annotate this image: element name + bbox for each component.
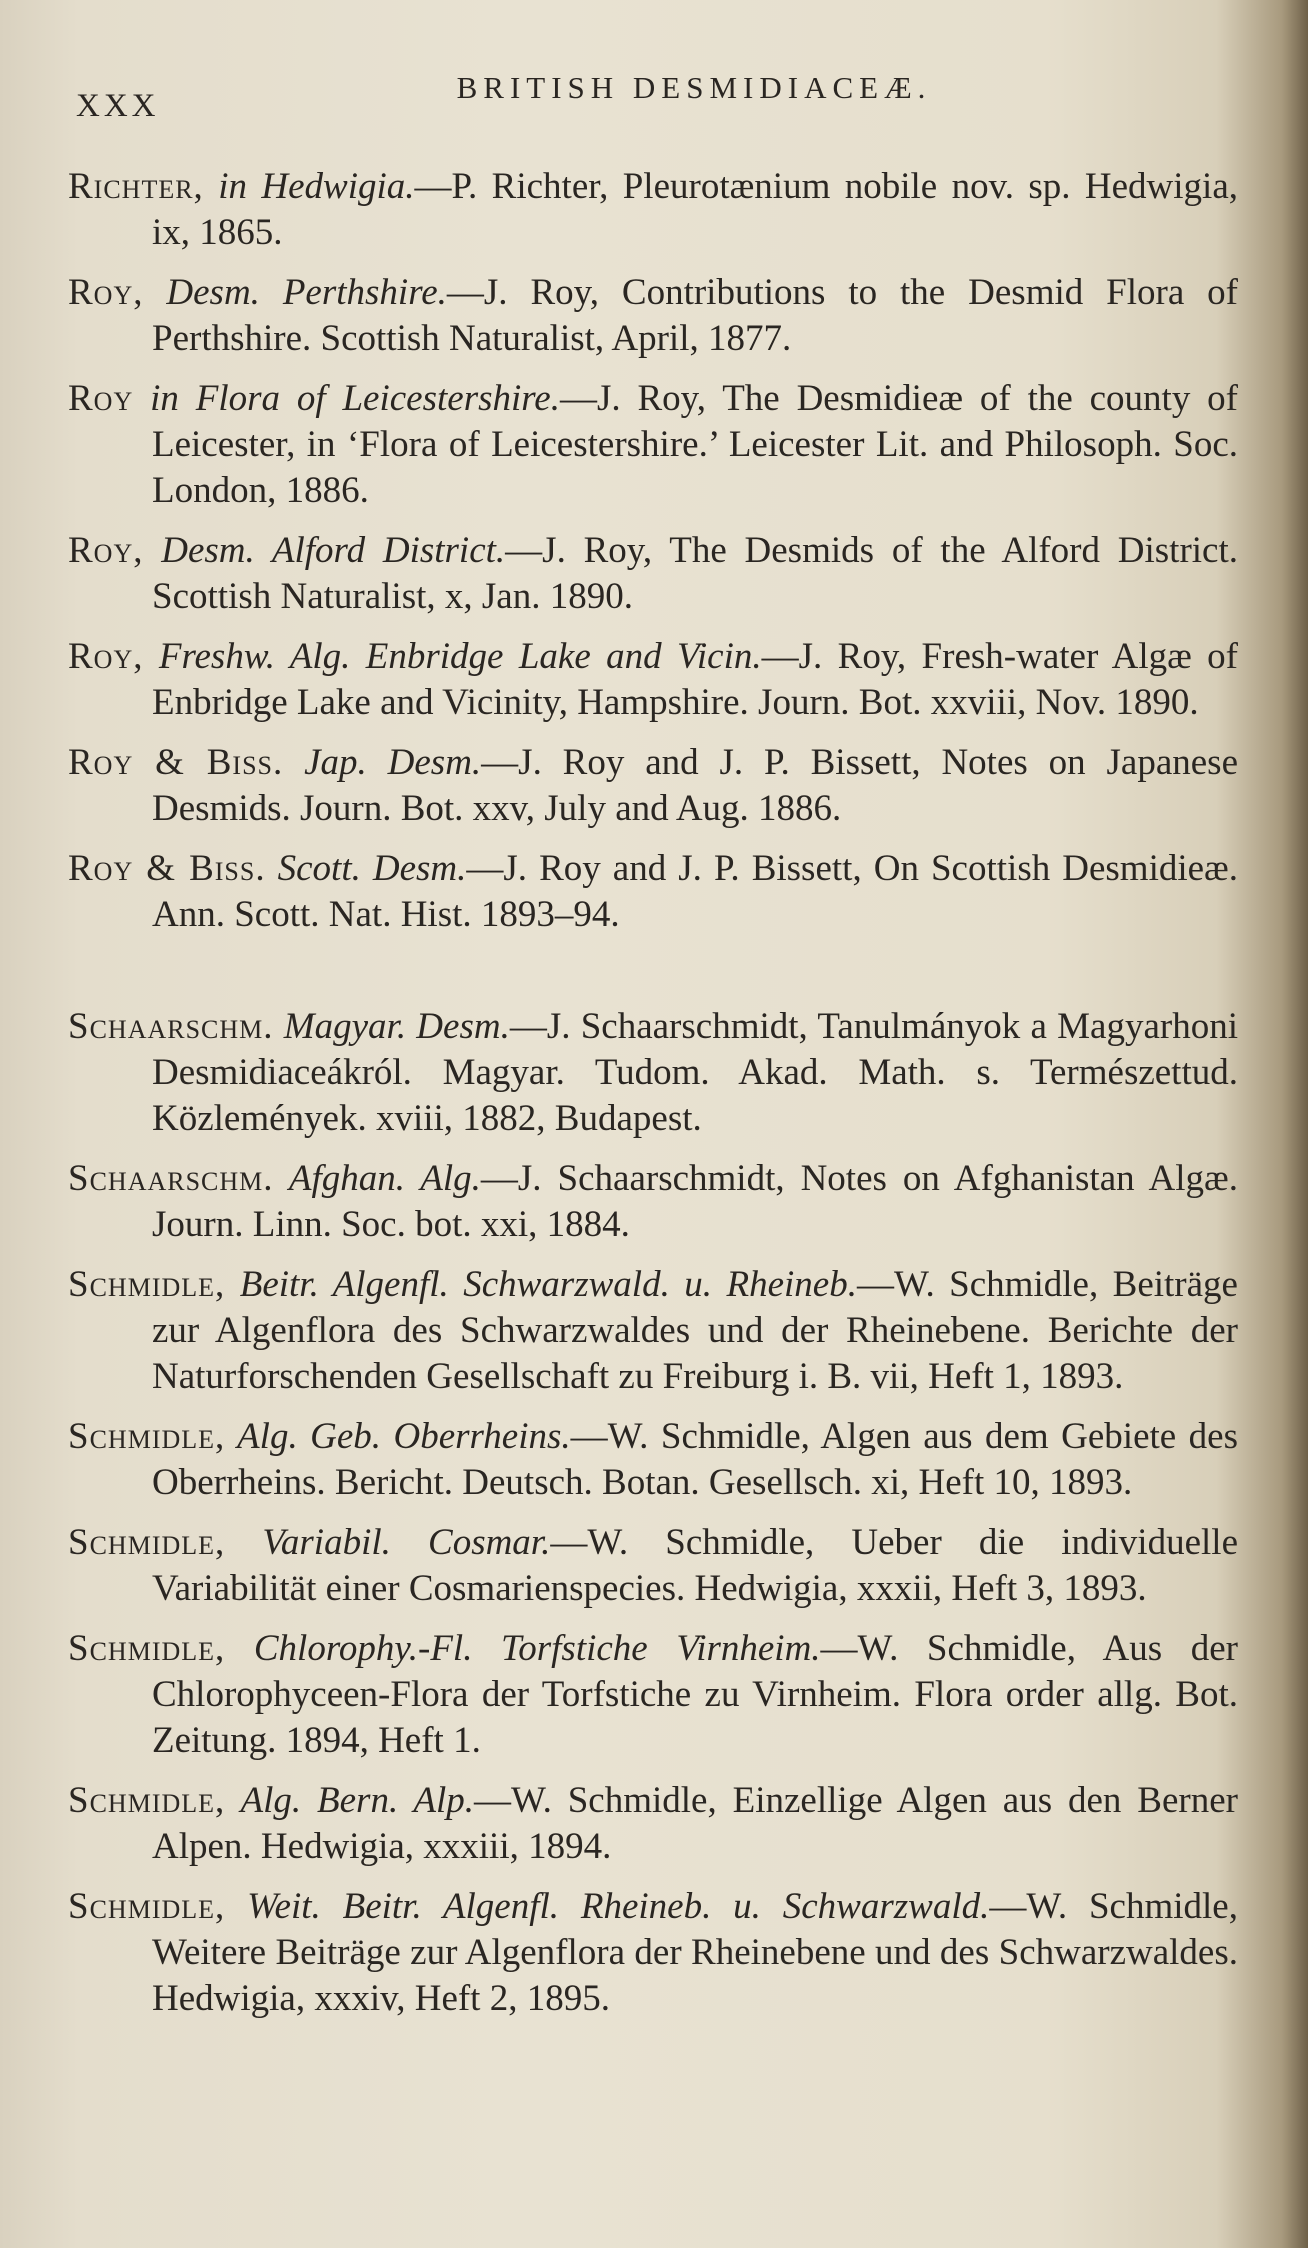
entry-author: Schmidle, bbox=[68, 1416, 226, 1457]
bibliography-entry bbox=[68, 740, 1238, 832]
entry-citation: —J. Roy, Fresh-water Algæ of Enbridge Lake and Vicinity, Hampshire. Journ. Bot. xxviii, Nov. 1890. bbox=[152, 636, 1238, 723]
entry-abbreviation: Scott. Desm. bbox=[265, 848, 467, 889]
bibliography-entry bbox=[68, 1626, 1238, 1764]
entry-author: Schmidle, bbox=[68, 1522, 226, 1563]
bibliography-entry bbox=[68, 1004, 1238, 1142]
entry-citation: —W. Schmidle, Einzellige Algen aus den Berner Alpen. Hedwigia, xxxiii, 1894. bbox=[152, 1780, 1238, 1867]
page-number: XXX bbox=[76, 88, 160, 124]
entry-citation: —J. Schaarschmidt, Tanulmányok a Magyarhoni Desmidiaceákról. Magyar. Tudom. Akad. Math. s. Természettud. Közlemények. xviii, 1882, Budapest. bbox=[152, 1006, 1239, 1139]
entry-citation: —J. Roy and J. P. Bissett, Notes on Japanese Desmids. Journ. Bot. xxv, July and Aug. 1886. bbox=[152, 742, 1238, 829]
entry-author: Roy & Biss. bbox=[68, 848, 266, 889]
bibliography-section-r bbox=[68, 164, 1238, 952]
entry-citation: —W. Schmidle, Beiträge zur Algenflora des Schwarzwaldes und der Rheinebene. Berichte der Naturforschenden Gesellschaft zu Freiburg i. B. vii, Heft 1, 1893. bbox=[152, 1264, 1238, 1397]
entry-author: Schaarschm. bbox=[68, 1158, 274, 1199]
running-head: BRITISH DESMIDIACEÆ. bbox=[456, 70, 932, 105]
bibliography-section-s bbox=[68, 1004, 1238, 2036]
entry-abbreviation: in Flora of Leicestershire. bbox=[133, 378, 560, 419]
bibliography-entry bbox=[68, 270, 1238, 362]
entry-abbreviation: Variabil. Cosmar. bbox=[225, 1522, 551, 1563]
entry-citation: —J. Roy and J. P. Bissett, On Scottish Desmidieæ. Ann. Scott. Nat. Hist. 1893–94. bbox=[152, 848, 1238, 935]
entry-abbreviation: Desm. Alford District. bbox=[143, 530, 506, 571]
bibliography-entry bbox=[68, 164, 1238, 256]
entry-citation: —W. Schmidle, Ueber die individuelle Variabilität einer Cosmarienspecies. Hedwigia, xxxii, Heft 3, 1893. bbox=[152, 1522, 1238, 1609]
entry-citation: —W. Schmidle, Aus der Chlorophyceen-Flora der Torfstiche zu Virnheim. Flora order allg. Bot. Zeitung. 1894, Heft 1. bbox=[152, 1628, 1238, 1761]
entry-abbreviation: Jap. Desm. bbox=[283, 742, 482, 783]
bibliography-entry bbox=[68, 1414, 1238, 1506]
entry-abbreviation: Chlorophy.-Fl. Torfstiche Virnheim. bbox=[225, 1628, 821, 1669]
entry-author: Roy & Biss. bbox=[68, 742, 284, 783]
entry-citation: —J. Roy, The Desmids of the Alford District. Scottish Naturalist, x, Jan. 1890. bbox=[152, 530, 1239, 617]
entry-citation: —W. Schmidle, Weitere Beiträge zur Algenflora der Rheinebene und des Schwarzwaldes. Hedwigia, xxxiv, Heft 2, 1895. bbox=[152, 1886, 1238, 2019]
entry-abbreviation: Alg. Geb. Oberrheins. bbox=[225, 1416, 571, 1457]
entry-author: Richter, bbox=[68, 166, 204, 207]
bibliography-entry bbox=[68, 1778, 1238, 1870]
entry-author: Schmidle, bbox=[68, 1628, 226, 1669]
bibliography-entry bbox=[68, 1520, 1238, 1612]
entry-author: Roy, bbox=[68, 636, 144, 677]
bibliography-entry bbox=[68, 846, 1238, 938]
entry-author: Roy bbox=[68, 378, 134, 419]
bibliography-entry bbox=[68, 528, 1238, 620]
bibliography-entry bbox=[68, 634, 1238, 726]
entry-abbreviation: Alg. Bern. Alp. bbox=[225, 1780, 475, 1821]
entry-citation: —J. Schaarschmidt, Notes on Afghanistan Algæ. Journ. Linn. Soc. bot. xxi, 1884. bbox=[152, 1158, 1238, 1245]
bibliography-entry bbox=[68, 1156, 1238, 1248]
bibliography-entry bbox=[68, 1884, 1238, 2022]
entry-abbreviation: Weit. Beitr. Algenfl. Rheineb. u. Schwarzwald. bbox=[225, 1886, 990, 1927]
entry-citation: —W. Schmidle, Algen aus dem Gebiete des Oberrheins. Bericht. Deutsch. Botan. Gesellsch. xi, Heft 10, 1893. bbox=[152, 1416, 1238, 1503]
entry-citation: —P. Richter, Pleurotænium nobile nov. sp. Hedwigia, ix, 1865. bbox=[152, 166, 1239, 253]
entry-abbreviation: in Hedwigia. bbox=[203, 166, 415, 207]
entry-abbreviation: Magyar. Desm. bbox=[273, 1006, 510, 1047]
entry-author: Schaarschm. bbox=[68, 1006, 274, 1047]
entry-citation: —J. Roy, The Desmidieæ of the county of Leicester, in ‘Flora of Leicestershire.’ Leicester Lit. and Philosoph. Soc. London, 1886. bbox=[152, 378, 1238, 511]
entry-author: Roy, bbox=[68, 272, 144, 313]
entry-author: Schmidle, bbox=[68, 1886, 226, 1927]
bibliography-entry bbox=[68, 1262, 1238, 1400]
entry-abbreviation: Desm. Perthshire. bbox=[143, 272, 447, 313]
entry-author: Schmidle, bbox=[68, 1780, 226, 1821]
entry-abbreviation: Beitr. Algenfl. Schwarzwald. u. Rheineb. bbox=[225, 1264, 857, 1305]
entry-abbreviation: Afghan. Alg. bbox=[273, 1158, 481, 1199]
entry-abbreviation: Freshw. Alg. Enbridge Lake and Vicin. bbox=[143, 636, 762, 677]
bibliography-entry bbox=[68, 376, 1238, 514]
entry-citation: —J. Roy, Contributions to the Desmid Flora of Perthshire. Scottish Naturalist, April, 1877. bbox=[152, 272, 1238, 359]
entry-author: Schmidle, bbox=[68, 1264, 226, 1305]
entry-author: Roy, bbox=[68, 530, 144, 571]
